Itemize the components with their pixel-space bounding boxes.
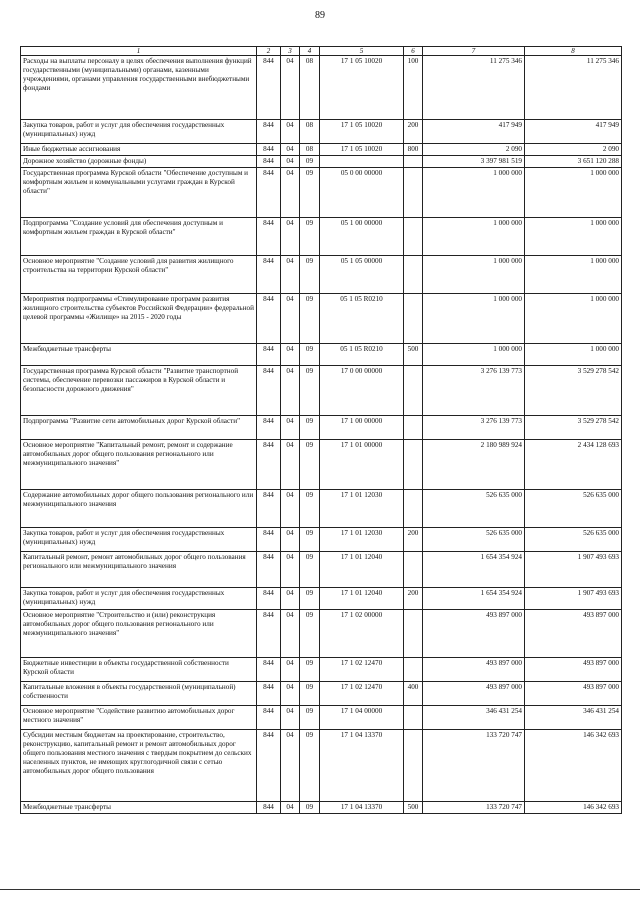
row-code-expense-type xyxy=(404,610,423,658)
page-number: 89 xyxy=(315,10,325,21)
row-name: Государственная программа Курской области "Обеспечение доступным и комфортным жильем и коммунальными услугами граждан в Курской области" xyxy=(21,168,257,218)
table-row xyxy=(21,120,622,144)
row-code-target: 17 1 02 00000 xyxy=(320,610,404,658)
row-code-subsection: 09 xyxy=(300,168,320,218)
budget-table xyxy=(20,46,622,814)
row-code-section: 04 xyxy=(281,168,300,218)
table-row xyxy=(21,682,622,706)
row-amount-year2: 3 651 120 288 xyxy=(525,156,622,168)
row-code-ministry: 844 xyxy=(257,218,281,256)
row-amount-year1: 1 654 354 924 xyxy=(423,552,525,588)
column-number-6: 6 xyxy=(404,47,423,56)
table-row xyxy=(21,658,622,682)
row-code-subsection: 09 xyxy=(300,490,320,528)
row-code-subsection: 09 xyxy=(300,682,320,706)
row-code-target: 17 0 00 00000 xyxy=(320,366,404,416)
row-amount-year1: 1 000 000 xyxy=(423,344,525,366)
row-amount-year2: 1 000 000 xyxy=(525,168,622,218)
row-name: Закупка товаров, работ и услуг для обеспечения государственных (муниципальных) нужд xyxy=(21,528,257,552)
row-amount-year1: 1 000 000 xyxy=(423,294,525,344)
row-amount-year2: 1 000 000 xyxy=(525,294,622,344)
row-name: Расходы на выплаты персоналу в целях обеспечения выполнения функций государственными (муниципальными) органами, казенными учреждениями, органами управления государственными внебюджетными фондами xyxy=(21,56,257,120)
row-code-ministry: 844 xyxy=(257,658,281,682)
row-code-target: 17 1 01 12030 xyxy=(320,490,404,528)
row-code-target: 17 1 00 00000 xyxy=(320,416,404,440)
row-code-ministry: 844 xyxy=(257,416,281,440)
row-code-ministry: 844 xyxy=(257,56,281,120)
row-code-ministry: 844 xyxy=(257,294,281,344)
row-amount-year1: 493 897 000 xyxy=(423,682,525,706)
column-number-7: 7 xyxy=(423,47,525,56)
row-code-target: 17 1 01 00000 xyxy=(320,440,404,490)
row-name: Государственная программа Курской области "Развитие транспортной системы, обеспечение перевозки пассажиров в Курской области и безопасности дорожного движения" xyxy=(21,366,257,416)
row-code-ministry: 844 xyxy=(257,156,281,168)
row-amount-year2: 526 635 000 xyxy=(525,528,622,552)
row-name: Капитальный ремонт, ремонт автомобильных дорог общего пользования регионального или межмуниципального значения xyxy=(21,552,257,588)
row-amount-year2: 3 529 278 542 xyxy=(525,416,622,440)
row-code-ministry: 844 xyxy=(257,168,281,218)
row-code-target: 05 1 05 00000 xyxy=(320,256,404,294)
row-code-expense-type: 200 xyxy=(404,588,423,610)
row-amount-year1: 417 949 xyxy=(423,120,525,144)
table-row xyxy=(21,730,622,802)
row-amount-year2: 11 275 346 xyxy=(525,56,622,120)
table-row xyxy=(21,366,622,416)
row-code-ministry: 844 xyxy=(257,144,281,156)
row-name: Основное мероприятие "Создание условий для развития жилищного строительства на территории Курской области" xyxy=(21,256,257,294)
row-code-subsection: 09 xyxy=(300,344,320,366)
table-row xyxy=(21,56,622,120)
column-number-5: 5 xyxy=(320,47,404,56)
row-code-section: 04 xyxy=(281,218,300,256)
row-code-section: 04 xyxy=(281,56,300,120)
row-code-section: 04 xyxy=(281,658,300,682)
row-name: Подпрограмма "Развитие сети автомобильных дорог Курской области" xyxy=(21,416,257,440)
row-code-ministry: 844 xyxy=(257,610,281,658)
column-number-1: 1 xyxy=(21,47,257,56)
row-amount-year2: 3 529 278 542 xyxy=(525,366,622,416)
row-amount-year2: 1 000 000 xyxy=(525,344,622,366)
row-code-section: 04 xyxy=(281,528,300,552)
row-code-section: 04 xyxy=(281,802,300,814)
row-name: Основное мероприятие "Капитальный ремонт, ремонт и содержание автомобильных дорог общего пользования регионального или межмуниципального значения" xyxy=(21,440,257,490)
row-name: Иные бюджетные ассигнования xyxy=(21,144,257,156)
row-code-ministry: 844 xyxy=(257,730,281,802)
table-row xyxy=(21,440,622,490)
row-amount-year2: 493 897 000 xyxy=(525,682,622,706)
row-amount-year2: 1 907 493 693 xyxy=(525,552,622,588)
row-code-section: 04 xyxy=(281,366,300,416)
row-code-subsection: 09 xyxy=(300,730,320,802)
row-code-section: 04 xyxy=(281,552,300,588)
row-code-section: 04 xyxy=(281,256,300,294)
row-code-target: 17 1 01 12030 xyxy=(320,528,404,552)
row-name: Межбюджетные трансферты xyxy=(21,802,257,814)
row-code-expense-type: 500 xyxy=(404,344,423,366)
row-code-target: 17 1 01 12040 xyxy=(320,588,404,610)
row-amount-year2: 2 090 xyxy=(525,144,622,156)
table-row xyxy=(21,588,622,610)
row-amount-year1: 493 897 000 xyxy=(423,610,525,658)
row-code-expense-type xyxy=(404,552,423,588)
row-code-section: 04 xyxy=(281,610,300,658)
row-amount-year1: 2 090 xyxy=(423,144,525,156)
row-code-ministry: 844 xyxy=(257,366,281,416)
row-code-section: 04 xyxy=(281,682,300,706)
column-number-4: 4 xyxy=(300,47,320,56)
table-row xyxy=(21,256,622,294)
column-number-8: 8 xyxy=(525,47,622,56)
row-amount-year2: 493 897 000 xyxy=(525,610,622,658)
row-code-section: 04 xyxy=(281,730,300,802)
row-amount-year1: 3 397 981 519 xyxy=(423,156,525,168)
row-code-target: 17 1 04 13370 xyxy=(320,730,404,802)
row-code-subsection: 09 xyxy=(300,256,320,294)
row-name: Дорожное хозяйство (дорожные фонды) xyxy=(21,156,257,168)
row-name: Закупка товаров, работ и услуг для обеспечения государственных (муниципальных) нужд xyxy=(21,120,257,144)
table-row xyxy=(21,344,622,366)
row-code-target: 17 1 05 10020 xyxy=(320,56,404,120)
row-code-target: 17 1 02 12470 xyxy=(320,682,404,706)
column-number-3: 3 xyxy=(281,47,300,56)
row-name: Подпрограмма "Создание условий для обеспечения доступным и комфортным жильем граждан в Курской области" xyxy=(21,218,257,256)
row-code-target: 05 1 05 R0210 xyxy=(320,344,404,366)
row-code-expense-type xyxy=(404,218,423,256)
row-code-ministry: 844 xyxy=(257,440,281,490)
row-amount-year2: 1 000 000 xyxy=(525,218,622,256)
row-amount-year1: 526 635 000 xyxy=(423,528,525,552)
row-code-target: 17 1 04 13370 xyxy=(320,802,404,814)
table-row xyxy=(21,706,622,730)
row-code-expense-type xyxy=(404,440,423,490)
row-name: Капитальные вложения в объекты государственной (муниципальной) собственности xyxy=(21,682,257,706)
table-row xyxy=(21,416,622,440)
row-amount-year2: 1 000 000 xyxy=(525,256,622,294)
row-code-expense-type xyxy=(404,490,423,528)
row-amount-year1: 1 000 000 xyxy=(423,168,525,218)
row-name: Мероприятия подпрограммы «Стимулирование программ развития жилищного строительства субъектов Российской Федерации» федеральной целевой программы «Жилище» на 2015 - 2020 годы xyxy=(21,294,257,344)
row-code-target: 05 1 00 00000 xyxy=(320,218,404,256)
row-code-section: 04 xyxy=(281,706,300,730)
row-code-expense-type xyxy=(404,256,423,294)
table-row xyxy=(21,144,622,156)
row-amount-year1: 133 720 747 xyxy=(423,802,525,814)
row-code-subsection: 09 xyxy=(300,610,320,658)
row-code-expense-type xyxy=(404,168,423,218)
row-code-ministry: 844 xyxy=(257,802,281,814)
row-amount-year1: 1 000 000 xyxy=(423,256,525,294)
row-code-expense-type: 100 xyxy=(404,56,423,120)
row-code-expense-type xyxy=(404,156,423,168)
row-code-expense-type: 200 xyxy=(404,120,423,144)
row-amount-year1: 493 897 000 xyxy=(423,658,525,682)
table-row xyxy=(21,156,622,168)
row-code-subsection: 09 xyxy=(300,706,320,730)
row-code-target: 17 1 04 00000 xyxy=(320,706,404,730)
row-amount-year1: 1 654 354 924 xyxy=(423,588,525,610)
row-code-subsection: 08 xyxy=(300,144,320,156)
row-code-ministry: 844 xyxy=(257,706,281,730)
row-code-subsection: 08 xyxy=(300,56,320,120)
row-amount-year2: 417 949 xyxy=(525,120,622,144)
row-code-expense-type xyxy=(404,294,423,344)
row-code-target: 05 0 00 00000 xyxy=(320,168,404,218)
row-name: Субсидии местным бюджетам на проектирование, строительство, реконструкцию, капитальный ремонт и ремонт автомобильных дорог общего пользования местного значения с твердым покрытием до сельских населенных пунктов, не имеющих круглогодичной связи с сетью автомобильных дорог общего пользования xyxy=(21,730,257,802)
table-row xyxy=(21,610,622,658)
row-code-section: 04 xyxy=(281,144,300,156)
row-code-ministry: 844 xyxy=(257,344,281,366)
row-name: Закупка товаров, работ и услуг для обеспечения государственных (муниципальных) нужд xyxy=(21,588,257,610)
row-code-target: 17 1 05 10020 xyxy=(320,120,404,144)
row-code-subsection: 09 xyxy=(300,802,320,814)
column-number-2: 2 xyxy=(257,47,281,56)
row-amount-year1: 346 431 254 xyxy=(423,706,525,730)
row-name: Содержание автомобильных дорог общего пользования регионального или межмуниципального значения xyxy=(21,490,257,528)
row-amount-year1: 526 635 000 xyxy=(423,490,525,528)
row-code-ministry: 844 xyxy=(257,120,281,144)
row-amount-year2: 1 907 493 693 xyxy=(525,588,622,610)
row-code-section: 04 xyxy=(281,344,300,366)
row-code-section: 04 xyxy=(281,294,300,344)
row-code-section: 04 xyxy=(281,490,300,528)
row-code-subsection: 09 xyxy=(300,528,320,552)
row-code-subsection: 09 xyxy=(300,218,320,256)
row-code-expense-type: 200 xyxy=(404,528,423,552)
table-row xyxy=(21,528,622,552)
table-row xyxy=(21,168,622,218)
row-code-subsection: 09 xyxy=(300,588,320,610)
column-number-row xyxy=(21,47,622,56)
row-amount-year1: 1 000 000 xyxy=(423,218,525,256)
row-code-subsection: 09 xyxy=(300,440,320,490)
table-row xyxy=(21,218,622,256)
row-amount-year1: 3 276 139 773 xyxy=(423,416,525,440)
row-code-expense-type: 400 xyxy=(404,682,423,706)
row-name: Межбюджетные трансферты xyxy=(21,344,257,366)
row-code-target: 17 1 01 12040 xyxy=(320,552,404,588)
table-row xyxy=(21,552,622,588)
row-code-section: 04 xyxy=(281,156,300,168)
row-name: Основное мероприятие "Содействие развитию автомобильных дорог местного значения" xyxy=(21,706,257,730)
row-code-ministry: 844 xyxy=(257,682,281,706)
row-amount-year2: 146 342 693 xyxy=(525,730,622,802)
row-code-section: 04 xyxy=(281,120,300,144)
row-code-subsection: 09 xyxy=(300,552,320,588)
row-code-expense-type: 500 xyxy=(404,802,423,814)
row-code-subsection: 09 xyxy=(300,658,320,682)
row-amount-year1: 3 276 139 773 xyxy=(423,366,525,416)
row-code-ministry: 844 xyxy=(257,588,281,610)
row-code-expense-type xyxy=(404,416,423,440)
row-amount-year2: 493 897 000 xyxy=(525,658,622,682)
row-code-subsection: 09 xyxy=(300,366,320,416)
row-name: Бюджетные инвестиции в объекты государственной собственности Курской области xyxy=(21,658,257,682)
row-code-target xyxy=(320,156,404,168)
row-code-target: 05 1 05 R0210 xyxy=(320,294,404,344)
row-code-subsection: 09 xyxy=(300,294,320,344)
row-code-section: 04 xyxy=(281,588,300,610)
row-code-subsection: 09 xyxy=(300,156,320,168)
table-row xyxy=(21,294,622,344)
row-code-expense-type xyxy=(404,658,423,682)
row-code-subsection: 09 xyxy=(300,416,320,440)
row-code-expense-type xyxy=(404,730,423,802)
row-amount-year2: 146 342 693 xyxy=(525,802,622,814)
row-amount-year2: 2 434 128 693 xyxy=(525,440,622,490)
row-amount-year1: 133 720 747 xyxy=(423,730,525,802)
table-row xyxy=(21,490,622,528)
row-amount-year1: 11 275 346 xyxy=(423,56,525,120)
row-code-subsection: 08 xyxy=(300,120,320,144)
row-code-expense-type: 800 xyxy=(404,144,423,156)
row-amount-year2: 526 635 000 xyxy=(525,490,622,528)
row-code-target: 17 1 05 10020 xyxy=(320,144,404,156)
row-code-section: 04 xyxy=(281,440,300,490)
row-code-section: 04 xyxy=(281,416,300,440)
row-name: Основное мероприятие "Строительство и (или) реконструкция автомобильных дорог общего пользования регионального или межмуниципального значения" xyxy=(21,610,257,658)
row-amount-year1: 2 180 989 924 xyxy=(423,440,525,490)
row-code-ministry: 844 xyxy=(257,552,281,588)
row-code-expense-type xyxy=(404,366,423,416)
row-code-ministry: 844 xyxy=(257,256,281,294)
table-row xyxy=(21,802,622,814)
table-body xyxy=(21,56,622,814)
row-amount-year2: 346 431 254 xyxy=(525,706,622,730)
row-code-ministry: 844 xyxy=(257,490,281,528)
page-bottom-rule xyxy=(0,889,640,890)
row-code-expense-type xyxy=(404,706,423,730)
row-code-target: 17 1 02 12470 xyxy=(320,658,404,682)
row-code-ministry: 844 xyxy=(257,528,281,552)
